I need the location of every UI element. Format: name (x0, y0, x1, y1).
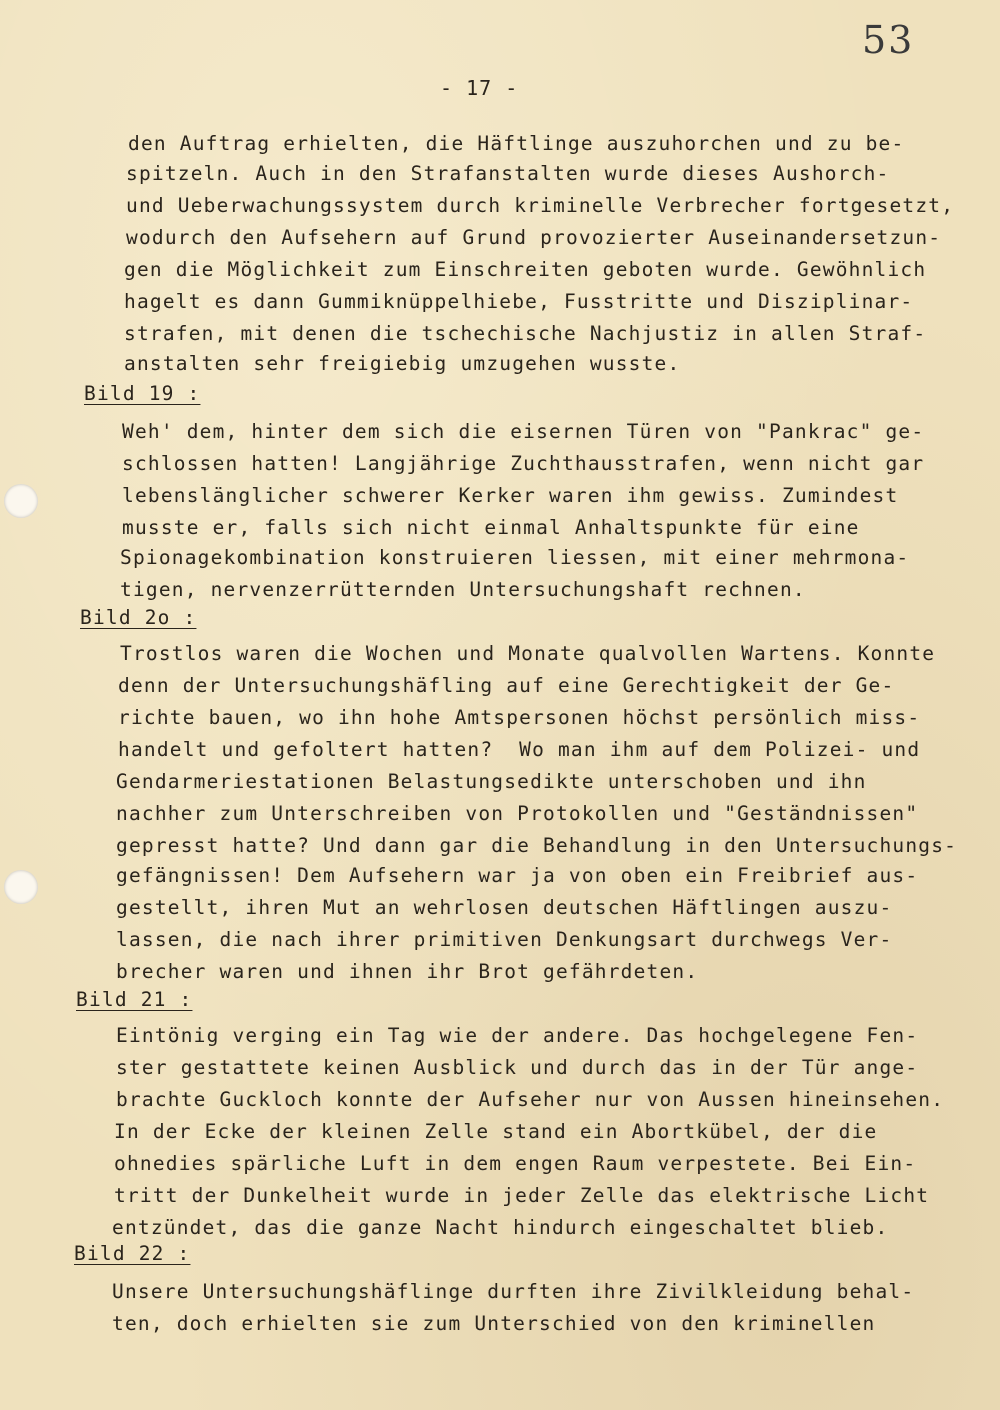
text-line: brecher waren und ihnen ihr Brot gefährdeten. (116, 960, 699, 983)
text-line: Gendarmeriestationen Belastungsedikte unterschoben und ihn (116, 770, 867, 793)
section-heading: Bild 21 : (76, 988, 193, 1011)
text-line: ster gestattete keinen Ausblick und durch das in der Tür ange- (116, 1056, 919, 1079)
text-line: den Auftrag erhielten, die Häftlinge auszuhorchen und zu be- (128, 132, 905, 155)
text-line: entzündet, das die ganze Nacht hindurch eingeschaltet blieb. (112, 1216, 889, 1239)
text-line: gestellt, ihren Mut an wehrlosen deutschen Häftlingen auszu- (116, 896, 893, 919)
text-line: Trostlos waren die Wochen und Monate qualvollen Wartens. Konnte (120, 642, 936, 665)
text-line: tigen, nervenzerrütternden Untersuchungshaft rechnen. (120, 578, 806, 601)
text-line: Unsere Untersuchungshäflinge durften ihre Zivilkleidung behal- (112, 1280, 915, 1303)
text-line: Spionagekombination konstruieren liessen, mit einer mehrmona- (120, 546, 910, 569)
text-line: lebenslänglicher schwerer Kerker waren ihm gewiss. Zumindest (122, 484, 899, 507)
text-line: wodurch den Aufsehern auf Grund provozierter Auseinandersetzun- (126, 226, 942, 249)
text-line: lassen, die nach ihrer primitiven Denkungsart durchwegs Ver- (116, 928, 893, 951)
text-line: Weh' dem, hinter dem sich die eisernen Türen von "Pankrac" ge- (122, 420, 925, 443)
text-line: handelt und gefoltert hatten? Wo man ihm auf dem Polizei- und (118, 738, 921, 761)
archive-number: 53 (862, 18, 915, 62)
text-line: richte bauen, wo ihn hohe Amtspersonen höchst persönlich miss- (118, 706, 921, 729)
text-line: strafen, mit denen die tschechische Nachjustiz in allen Straf- (124, 322, 927, 345)
text-line: musste er, falls sich nicht einmal Anhaltspunkte für eine (122, 516, 860, 539)
text-line: In der Ecke der kleinen Zelle stand ein Abortkübel, der die (114, 1120, 878, 1143)
text-line: und Ueberwachungssystem durch kriminelle Verbrecher fortgesetzt, (126, 194, 955, 217)
section-heading: Bild 19 : (84, 382, 201, 405)
punch-hole-lower (4, 870, 38, 904)
text-line: gepresst hatte? Und dann gar die Behandlung in den Untersuchungs- (116, 834, 958, 857)
text-line: Eintönig verging ein Tag wie der andere. Das hochgelegene Fen- (116, 1024, 919, 1047)
text-line: schlossen hatten! Langjährige Zuchthausstrafen, wenn nicht gar (122, 452, 925, 475)
section-heading: Bild 22 : (74, 1242, 191, 1265)
text-line: hagelt es dann Gummiknüppelhiebe, Fusstritte und Disziplinar- (124, 290, 914, 313)
page-number: - 17 - (440, 76, 519, 100)
text-line: tritt der Dunkelheit wurde in jeder Zelle das elektrische Licht (114, 1184, 930, 1207)
text-line: spitzeln. Auch in den Strafanstalten wurde dieses Aushorch- (126, 162, 890, 185)
text-line: ohnedies spärliche Luft in dem engen Raum verpestete. Bei Ein- (114, 1152, 917, 1175)
text-line: gefängnissen! Dem Aufsehern war ja von oben ein Freibrief aus- (116, 864, 919, 887)
text-line: anstalten sehr freigiebig umzugehen wusste. (124, 352, 681, 375)
text-line: gen die Möglichkeit zum Einschreiten geboten wurde. Gewöhnlich (124, 258, 927, 281)
text-line: brachte Guckloch konnte der Aufseher nur von Aussen hineinsehen. (116, 1088, 945, 1111)
text-line: ten, doch erhielten sie zum Unterschied von den kriminellen (112, 1312, 876, 1335)
section-heading: Bild 2o : (80, 606, 197, 629)
text-line: nachher zum Unterschreiben von Protokollen und "Geständnissen" (116, 802, 919, 825)
punch-hole-upper (4, 484, 38, 518)
text-line: denn der Untersuchungshäfling auf eine Gerechtigkeit der Ge- (118, 674, 895, 697)
